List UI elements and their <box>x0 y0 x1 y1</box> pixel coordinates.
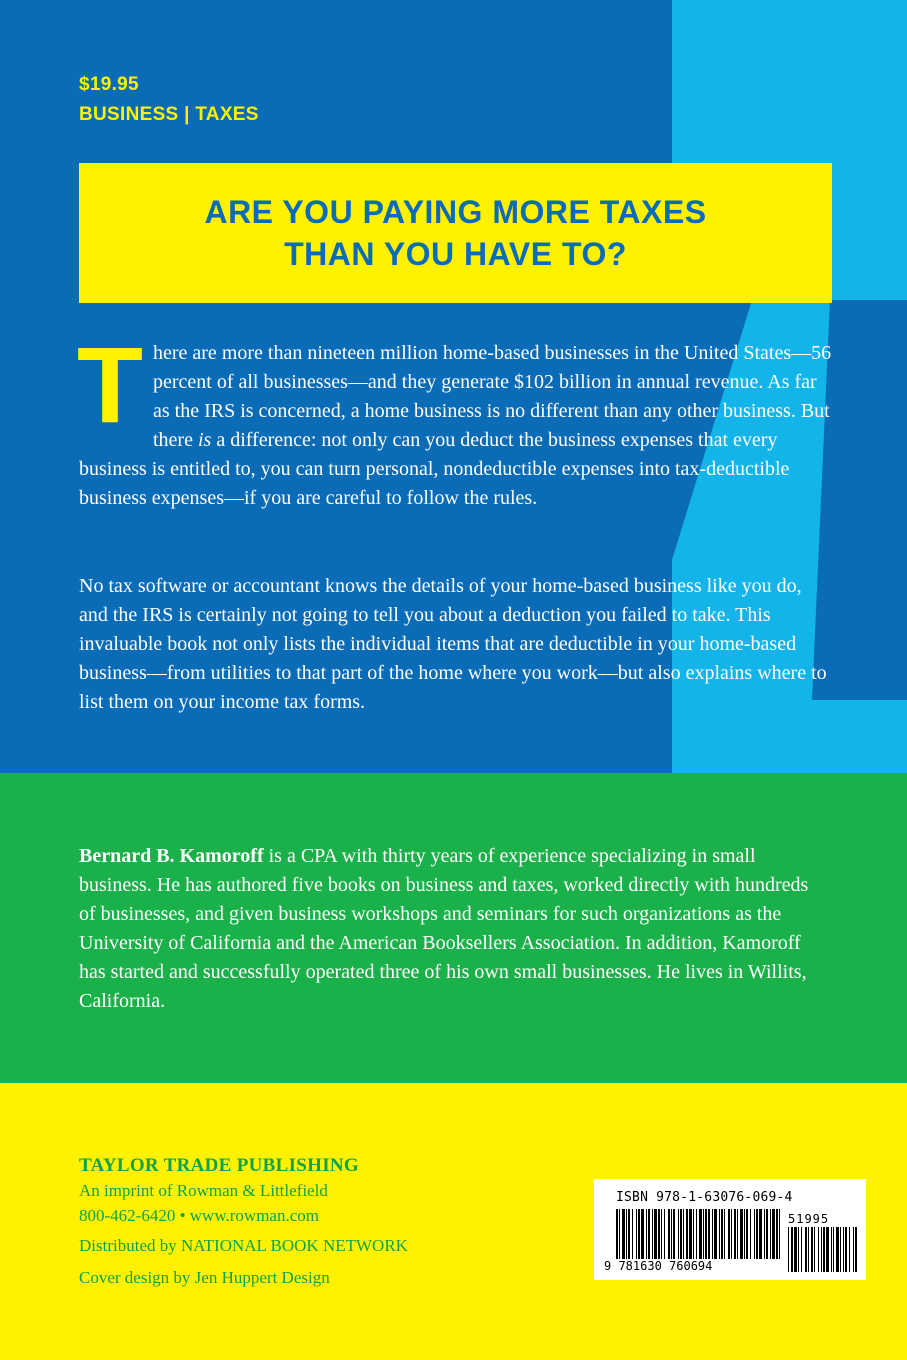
barcode-bar <box>648 1209 650 1259</box>
intro-text-1: here are more than nineteen million home-based businesses in the United States—56 percent of all businesses—and they generate $102 billion in annual revenue. As far as the IRS is concerned, a home business is no different than any other business. But there <box>152 342 832 451</box>
barcode-bar <box>814 1227 815 1272</box>
barcode-bar <box>772 1209 775 1259</box>
author-bio-text: is a CPA with thirty years of experience specializing in small business. He has authored five books on business and taxes, worked directly with hundreds of businesses, and given business workshops and seminars for such organizations as the University of California and the American Booksellers Association. In addition, Kamoroff has started and successfully operated three of his own small businesses. He lives in Willits, California. <box>79 845 809 1012</box>
barcode-bar <box>821 1227 822 1272</box>
barcode-bar <box>845 1227 847 1272</box>
barcode-bar <box>759 1209 762 1259</box>
publisher-contact: 800-462-6420 • www.rowman.com <box>79 1206 319 1225</box>
barcode-bar <box>673 1209 675 1259</box>
barcode-bar <box>737 1209 738 1259</box>
barcode-bar <box>740 1209 743 1259</box>
barcode-bar <box>719 1209 720 1259</box>
barcode-bar <box>801 1227 802 1272</box>
barcode-bar <box>779 1209 780 1259</box>
isbn-number: ISBN 978-1-63076-069-4 <box>616 1190 793 1205</box>
barcode-bar <box>734 1209 736 1259</box>
barcode-bar <box>652 1209 653 1259</box>
publisher-name: TAYLOR TRADE PUBLISHING <box>79 1155 360 1176</box>
barcode-bar <box>689 1209 692 1259</box>
barcode-bar <box>770 1209 771 1259</box>
barcode-bar <box>646 1209 647 1259</box>
barcode-bar <box>840 1227 841 1272</box>
barcode-bar <box>641 1209 644 1259</box>
barcode-bar <box>705 1209 707 1259</box>
barcode-bar <box>699 1209 702 1259</box>
barcode-bar <box>754 1209 755 1259</box>
barcode-bar <box>823 1227 825 1272</box>
barcode-bar <box>791 1227 793 1272</box>
barcode-bar <box>750 1209 751 1259</box>
barcode-box <box>594 1179 866 1280</box>
barcode-bar <box>616 1209 618 1259</box>
barcode-bar <box>818 1227 819 1272</box>
barcode-bar <box>836 1227 839 1272</box>
drop-cap: T <box>77 324 143 445</box>
barcode-bar <box>712 1209 713 1259</box>
barcode-bar <box>843 1227 844 1272</box>
intro-text-2: a difference: not only can you deduct the business expenses that every business is entitled to, you can turn personal, nondeductible expenses into tax-deductible business expenses—if you are careful to follow the rules. <box>79 429 790 509</box>
barcode-bar <box>661 1209 662 1259</box>
barcode-bar <box>671 1209 672 1259</box>
barcode-bar <box>686 1209 688 1259</box>
barcode-bar <box>805 1227 807 1272</box>
barcode-bar <box>693 1209 694 1259</box>
barcode-bar <box>826 1227 829 1272</box>
barcode-bar <box>766 1209 768 1259</box>
barcode-bar <box>853 1227 854 1272</box>
barcode-bar <box>632 1209 633 1259</box>
barcode-bar <box>811 1227 813 1272</box>
barcode-bar <box>798 1227 799 1272</box>
distributor: Distributed by NATIONAL BOOK NETWORK <box>79 1236 408 1255</box>
barcode-bar <box>855 1227 857 1272</box>
barcode-bar <box>756 1209 758 1259</box>
barcode-bar <box>680 1209 682 1259</box>
barcode-bar <box>721 1209 723 1259</box>
barcode-bar <box>696 1209 697 1259</box>
author-name: Bernard B. Kamoroff <box>79 845 264 867</box>
barcode-bar <box>764 1209 765 1259</box>
barcode-bar <box>683 1209 684 1259</box>
barcode-bar <box>833 1227 834 1272</box>
headline-line-1: ARE YOU PAYING MORE TAXES <box>204 194 707 230</box>
barcode-bar <box>654 1209 657 1259</box>
price: $19.95 <box>79 74 139 95</box>
intro-paragraph <box>77 324 832 513</box>
publisher-imprint: An imprint of Rowman & Littlefield <box>79 1181 328 1200</box>
barcode-bar <box>724 1209 725 1259</box>
barcode-bar <box>794 1227 797 1272</box>
barcode-bar <box>744 1209 745 1259</box>
barcode-bar <box>746 1209 748 1259</box>
barcode-bar <box>808 1227 809 1272</box>
price-addon-digits: 51995 <box>788 1212 830 1226</box>
barcode-bar <box>788 1227 789 1272</box>
description-paragraph: No tax software or accountant knows the details of your home-based business like you do, and the IRS is certainly not going to tell you about a deduction you failed to take. This invaluable book not only lists the individual items that are deductible in your home-based business—from utilities to that part of the home where you work—but also explains where to list them on your income tax forms. <box>79 575 827 713</box>
barcode-bar <box>831 1227 832 1272</box>
author-bio <box>79 842 829 1016</box>
barcode-bar <box>622 1209 625 1259</box>
barcode-bar <box>626 1209 627 1259</box>
barcode-bar <box>728 1209 730 1259</box>
barcode-bar <box>678 1209 679 1259</box>
barcode-bar <box>703 1209 704 1259</box>
barcode-bar <box>731 1209 732 1259</box>
barcode-bar <box>638 1209 640 1259</box>
barcode-bar <box>776 1209 778 1259</box>
barcode-bar <box>619 1209 620 1259</box>
headline-box <box>79 163 832 303</box>
barcode-bar <box>658 1209 660 1259</box>
headline-line-2: THAN YOU HAVE TO? <box>284 236 627 272</box>
barcode-bar <box>636 1209 637 1259</box>
barcode-bar <box>668 1209 670 1259</box>
barcode-digits: 9 781630 760694 <box>604 1259 713 1273</box>
barcode-bar <box>708 1209 710 1259</box>
intro-emphasis: is <box>197 429 212 451</box>
barcode-bar <box>628 1209 630 1259</box>
barcode-bar <box>664 1209 665 1259</box>
barcode-bar <box>849 1227 850 1272</box>
category: BUSINESS | TAXES <box>79 104 259 125</box>
barcode-bar <box>714 1209 717 1259</box>
cover-design-credit: Cover design by Jen Huppert Design <box>79 1268 330 1287</box>
